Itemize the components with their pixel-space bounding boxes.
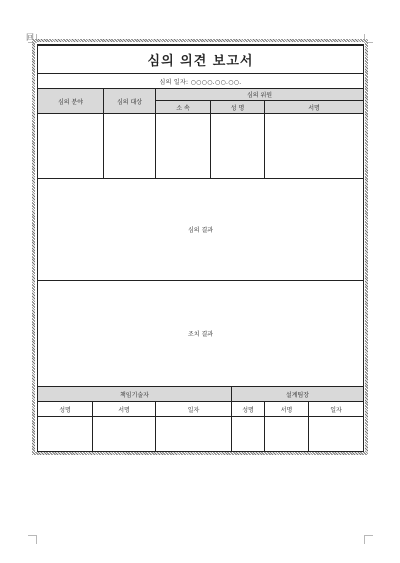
design-lead-date-cell[interactable]	[309, 417, 364, 452]
review-result-label: 심의 결과	[187, 227, 214, 234]
corner-mark-bottom-left	[28, 535, 37, 544]
review-date-label: 심의 일자:	[159, 78, 189, 86]
document-title: 심의 의견 보고서	[147, 54, 254, 69]
object-anchor-icon: 回	[26, 33, 34, 42]
signature-cell[interactable]	[265, 114, 364, 179]
design-lead-name-cell[interactable]	[232, 417, 265, 452]
header-row-1	[38, 89, 364, 101]
review-field-cell[interactable]	[38, 114, 104, 179]
signature-header: 서명	[265, 101, 364, 114]
chief-engineer-signature-label: 서명	[93, 402, 156, 417]
report-form-table	[37, 44, 364, 452]
committee-header: 심의 위원	[156, 89, 364, 101]
chief-engineer-header: 책임기술자	[38, 387, 232, 402]
corner-mark-bottom-right	[364, 535, 373, 544]
committee-entry-row	[38, 114, 364, 179]
document-page	[37, 44, 363, 451]
affiliation-header: 소 속	[156, 101, 211, 114]
design-lead-signature-cell[interactable]	[265, 417, 309, 452]
review-target-cell[interactable]	[104, 114, 156, 179]
chief-engineer-signature-cell[interactable]	[93, 417, 156, 452]
chief-engineer-date-label: 일자	[156, 402, 232, 417]
name-header: 성 명	[211, 101, 265, 114]
affiliation-cell[interactable]	[156, 114, 211, 179]
design-lead-signature-label: 서명	[265, 402, 309, 417]
chief-engineer-date-cell[interactable]	[156, 417, 232, 452]
review-date-cell	[38, 74, 364, 89]
action-result-row	[38, 281, 364, 387]
action-result-cell[interactable]	[38, 281, 364, 387]
review-target-header: 심의 대상	[104, 89, 156, 114]
date-row	[38, 74, 364, 89]
chief-engineer-name-label: 성명	[38, 402, 93, 417]
footer-labels-row	[38, 402, 364, 417]
review-date-value: ○○○○.○○.○○.	[190, 78, 242, 86]
review-result-row	[38, 179, 364, 281]
title-cell	[38, 46, 364, 74]
title-row	[38, 46, 364, 74]
footer-entry-row	[38, 417, 364, 452]
chief-engineer-name-cell[interactable]	[38, 417, 93, 452]
design-team-lead-header: 설계팀장	[232, 387, 364, 402]
design-lead-name-label: 성명	[232, 402, 265, 417]
name-cell[interactable]	[211, 114, 265, 179]
review-field-header: 심의 분야	[38, 89, 104, 114]
review-result-cell[interactable]	[38, 179, 364, 281]
action-result-label: 조치 결과	[187, 331, 214, 338]
design-lead-date-label: 일자	[309, 402, 364, 417]
footer-group-row	[38, 387, 364, 402]
